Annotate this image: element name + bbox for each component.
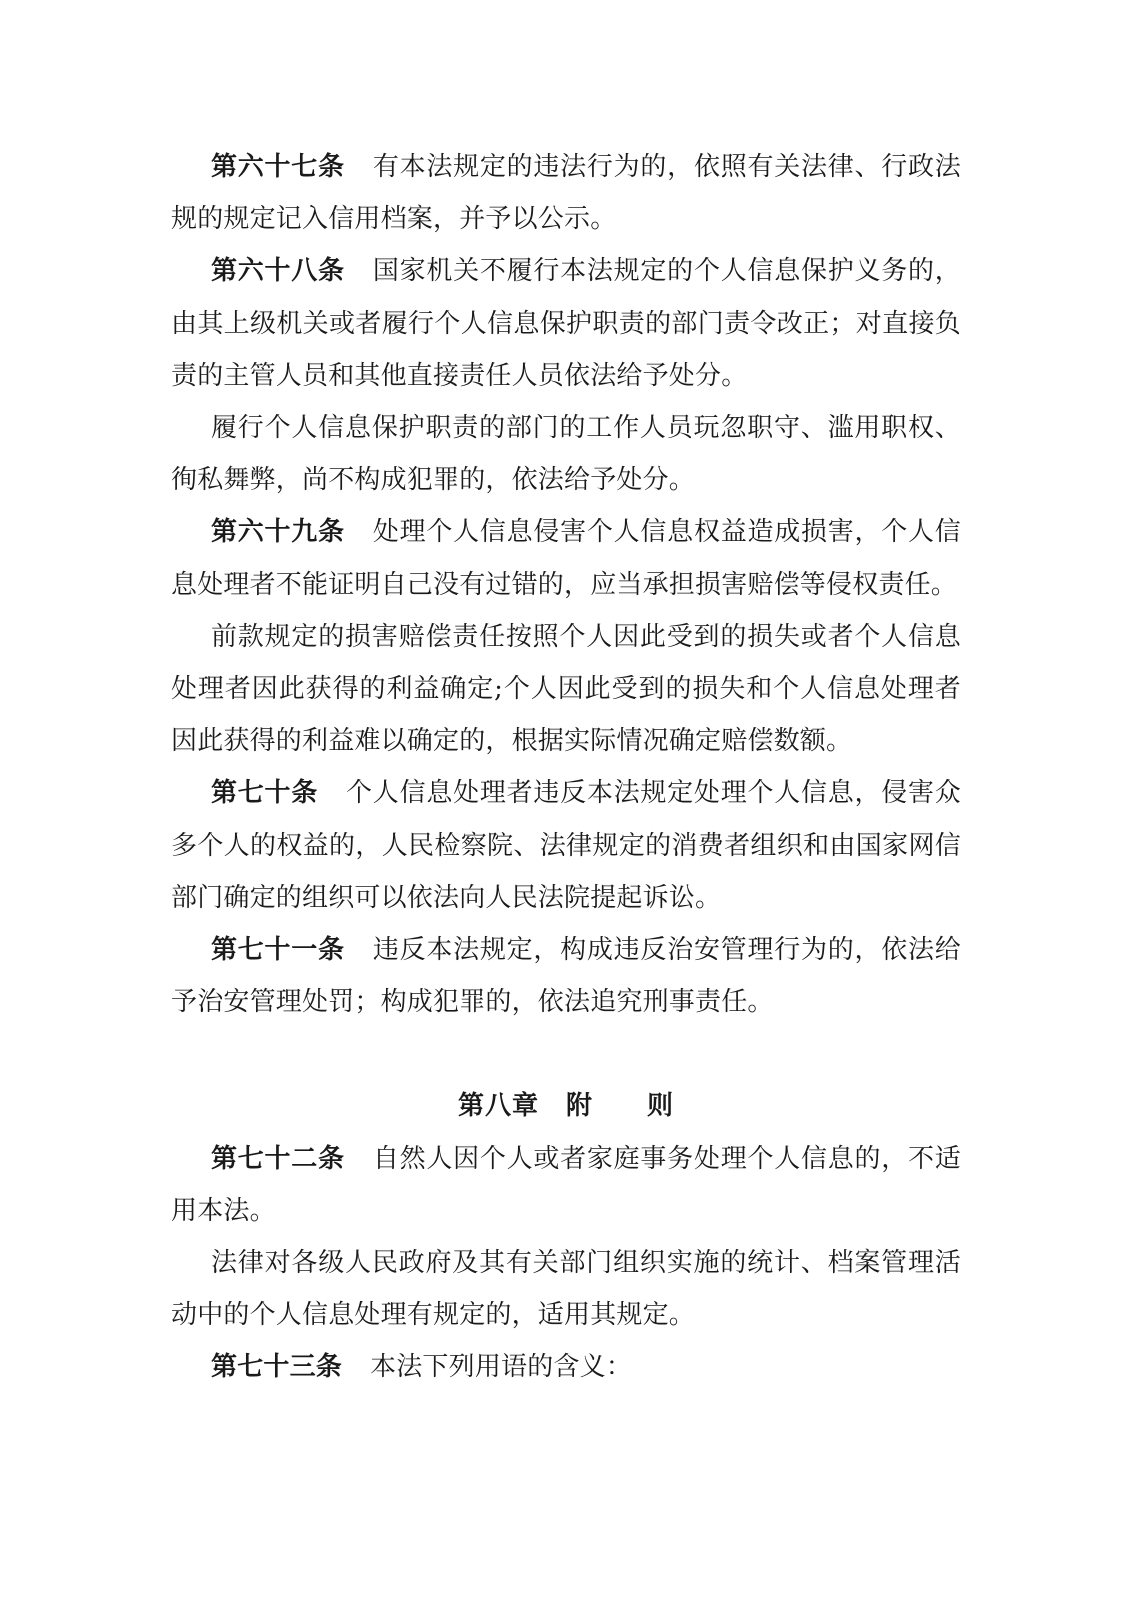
article-paragraph (171, 506, 961, 610)
article-number: 第六十七条 (211, 152, 345, 182)
chapter-heading: 第八章 附 则 (457, 1091, 674, 1122)
article-number: 第六十八条 (211, 256, 345, 287)
article-number: 第六十九条 (211, 517, 345, 548)
article-text: 自然人因个人或者家庭事务处理个人信息的，不适用本法。 (171, 1143, 961, 1226)
article-paragraph (171, 924, 961, 1028)
article-paragraph (171, 402, 961, 506)
article-paragraph (171, 611, 961, 768)
article-number: 第七十三条 (211, 1352, 343, 1383)
article-paragraph (171, 1133, 961, 1237)
article-text: 国家机关不履行本法规定的个人信息保护义务的，由其上级机关或者履行个人信息保护职责的部门责令改正；对直接负责的主管人员和其他直接责任人员依法给予处分。 (171, 256, 961, 391)
article-paragraph (171, 141, 961, 245)
article-text: 履行个人信息保护职责的部门的工作人员玩忽职守、滥用职权、徇私舞弊，尚不构成犯罪的，依法给予处分。 (171, 413, 961, 496)
article-text: 有本法规定的违法行为的，依照有关法律、行政法规的规定记入信用档案，并予以公示。 (171, 152, 961, 235)
article-number: 第七十二条 (211, 1143, 345, 1174)
article-text: 法律对各级人民政府及其有关部门组织实施的统计、档案管理活动中的个人信息处理有规定的，适用其规定。 (171, 1248, 961, 1331)
article-text: 处理个人信息侵害个人信息权益造成损害，个人信息处理者不能证明自己没有过错的，应当承担损害赔偿等侵权责任。 (171, 517, 961, 600)
article-paragraph (171, 767, 961, 924)
article-text: 本法下列用语的含义： (370, 1352, 633, 1383)
article-text: 前款规定的损害赔偿责任按照个人因此受到的损失或者个人信息处理者因此获得的利益确定;个人因此受到的损失和个人信息处理者因此获得的利益难以确定的，根据实际情况确定赔偿数额。 (171, 621, 961, 757)
article-text: 违反本法规定，构成违反治安管理行为的，依法给予治安管理处罚；构成犯罪的，依法追究刑事责任。 (171, 935, 961, 1018)
article-number: 第七十一条 (211, 935, 345, 966)
document-page (171, 141, 961, 1394)
article-paragraph (171, 245, 961, 402)
article-number: 第七十条 (211, 778, 319, 809)
article-text: 个人信息处理者违反本法规定处理个人信息，侵害众多个人的权益的，人民检察院、法律规定的消费者组织和由国家网信部门确定的组织可以依法向人民法院提起诉讼。 (171, 778, 961, 913)
article-paragraph (171, 1237, 961, 1341)
article-paragraph (171, 1341, 961, 1393)
